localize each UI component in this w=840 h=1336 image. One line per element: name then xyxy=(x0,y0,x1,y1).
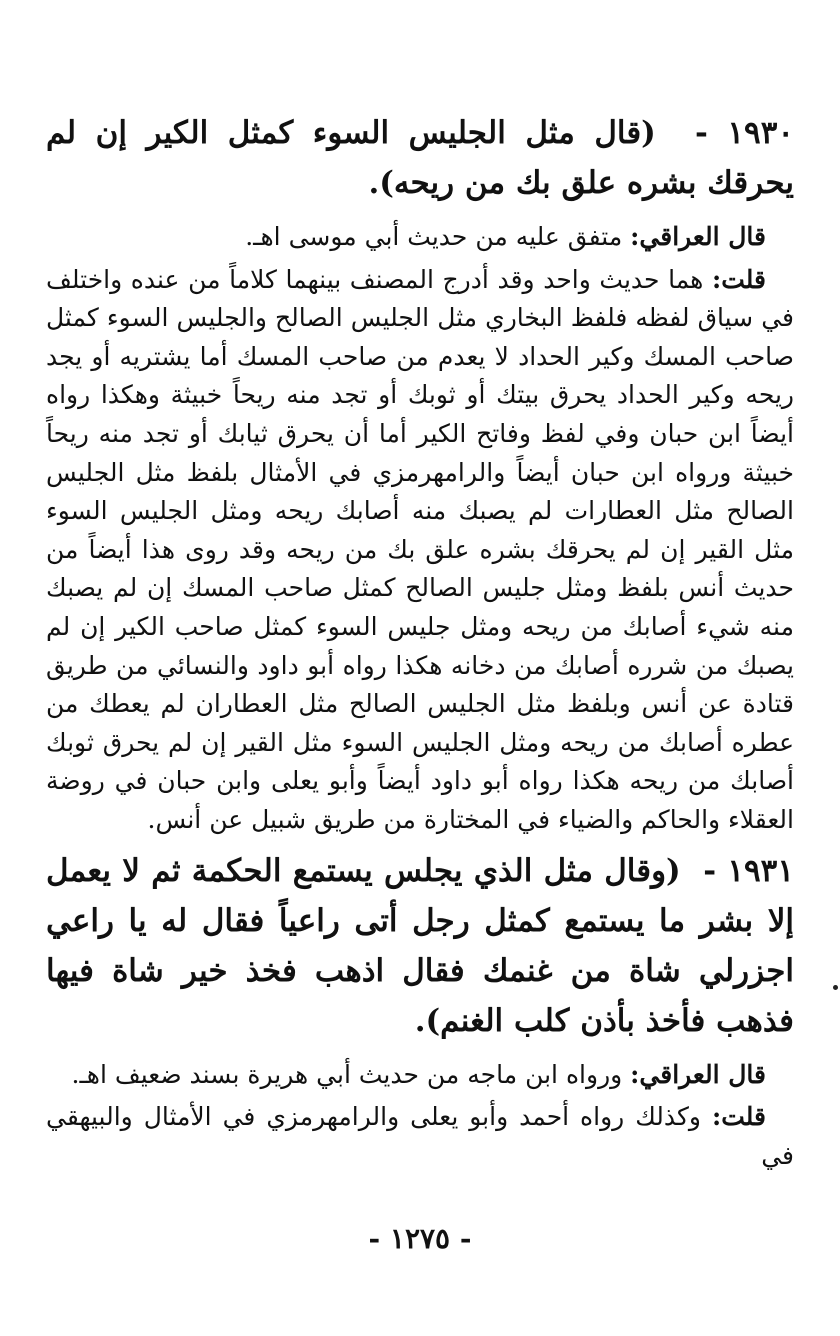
hadith-number: ١٩٣٠ - xyxy=(694,115,794,151)
iraqi-text: متفق عليه من حديث أبي موسى اهـ. xyxy=(245,222,623,251)
margin-dot xyxy=(833,985,838,990)
commentary xyxy=(46,261,794,840)
page-number: - ١٢٧٥ - xyxy=(368,1222,472,1255)
iraqi-note xyxy=(46,218,794,257)
hadith-number: ١٩٣١ - xyxy=(703,852,794,889)
iraqi-note xyxy=(46,1056,794,1095)
iraqi-text: ورواه ابن ماجه من حديث أبي هريرة بسند ضعيف اهـ. xyxy=(71,1059,623,1089)
commentary xyxy=(46,1098,794,1175)
hadith-text: (وقال مثل الذي يجلس يستمع الحكمة ثم لا يعمل إلا بشر ما يستمع كمثل رجل أتى راعياً فقال له يا راعي اجزرلي شاة من غنمك فقال اذهب فخذ خير شاة فيها فذهب فأخذ بأذن كلب الغنم). xyxy=(46,852,794,1039)
commentary-text: وكذلك رواه أحمد وأبو يعلى والرامهرمزي في الأمثال والبيهقي في xyxy=(46,1102,794,1170)
commentary-text: هما حديث واحد وقد أدرج المصنف بينهما كلاماً من عنده واختلف في سياق لفظه فلفظ البخاري مثل الجليس الصالح والجليس السوء كمثل صاحب المسك وكير الحداد لا يعدم من صاحب المسك أما يشتريه أو يجد ريحه وكير الحداد يحرق بيتك أو ثوبك أو تجد منه ريحاً خبيثة وهكذا رواه أيضاً ابن حبان وفي لفظ وفاتح الكير أما أن يحرق ثيابك أو تجد منه ريحاً خبيثة ورواه ابن حبان أيضاً والرامهرمزي في الأمثال بلفظ مثل الجليس الصالح مثل العطارات لم يصبك منه أصابك ريحه ومثل الجليس السوء مثل القير إن لم يحرقك بشره علق بك من ريحه وقد روى هذا أيضاً من حديث أنس بلفظ ومثل جليس الصالح كمثل صاحب المسك إن لم يصبك منه شيء أصابك من ريحه ومثل جليس السوء كمثل صاحب الكير إن لم يصبك من شرره أصابك من دخانه هكذا رواه أبو داود والنسائي من طريق قتادة عن أنس وبلفظ مثل الجليس الصالح مثل العطاران لم يعطك من عطره أصابك من ريحه ومثل الجليس السوء مثل القير إن لم يحرق ثوبك أصابك من ريحه هكذا رواه أبو داود أيضاً وأبو يعلى وابن حبان في روضة العقلاء والحاكم والضياء في المختارة من طريق شبيل عن أنس. xyxy=(46,264,794,834)
page-body xyxy=(46,108,794,1179)
hadith-1931 xyxy=(46,846,794,1046)
iraqi-label: قال العراقي: xyxy=(630,222,766,251)
iraqi-label: قال العراقي: xyxy=(630,1059,766,1089)
commentary-label: قلت: xyxy=(711,264,766,294)
hadith-text: (قال مثل الجليس السوء كمثل الكير إن لم يحرقك بشره علق بك من ريحه). xyxy=(46,115,794,201)
commentary-label: قلت: xyxy=(712,1102,767,1132)
hadith-1930 xyxy=(46,108,794,208)
